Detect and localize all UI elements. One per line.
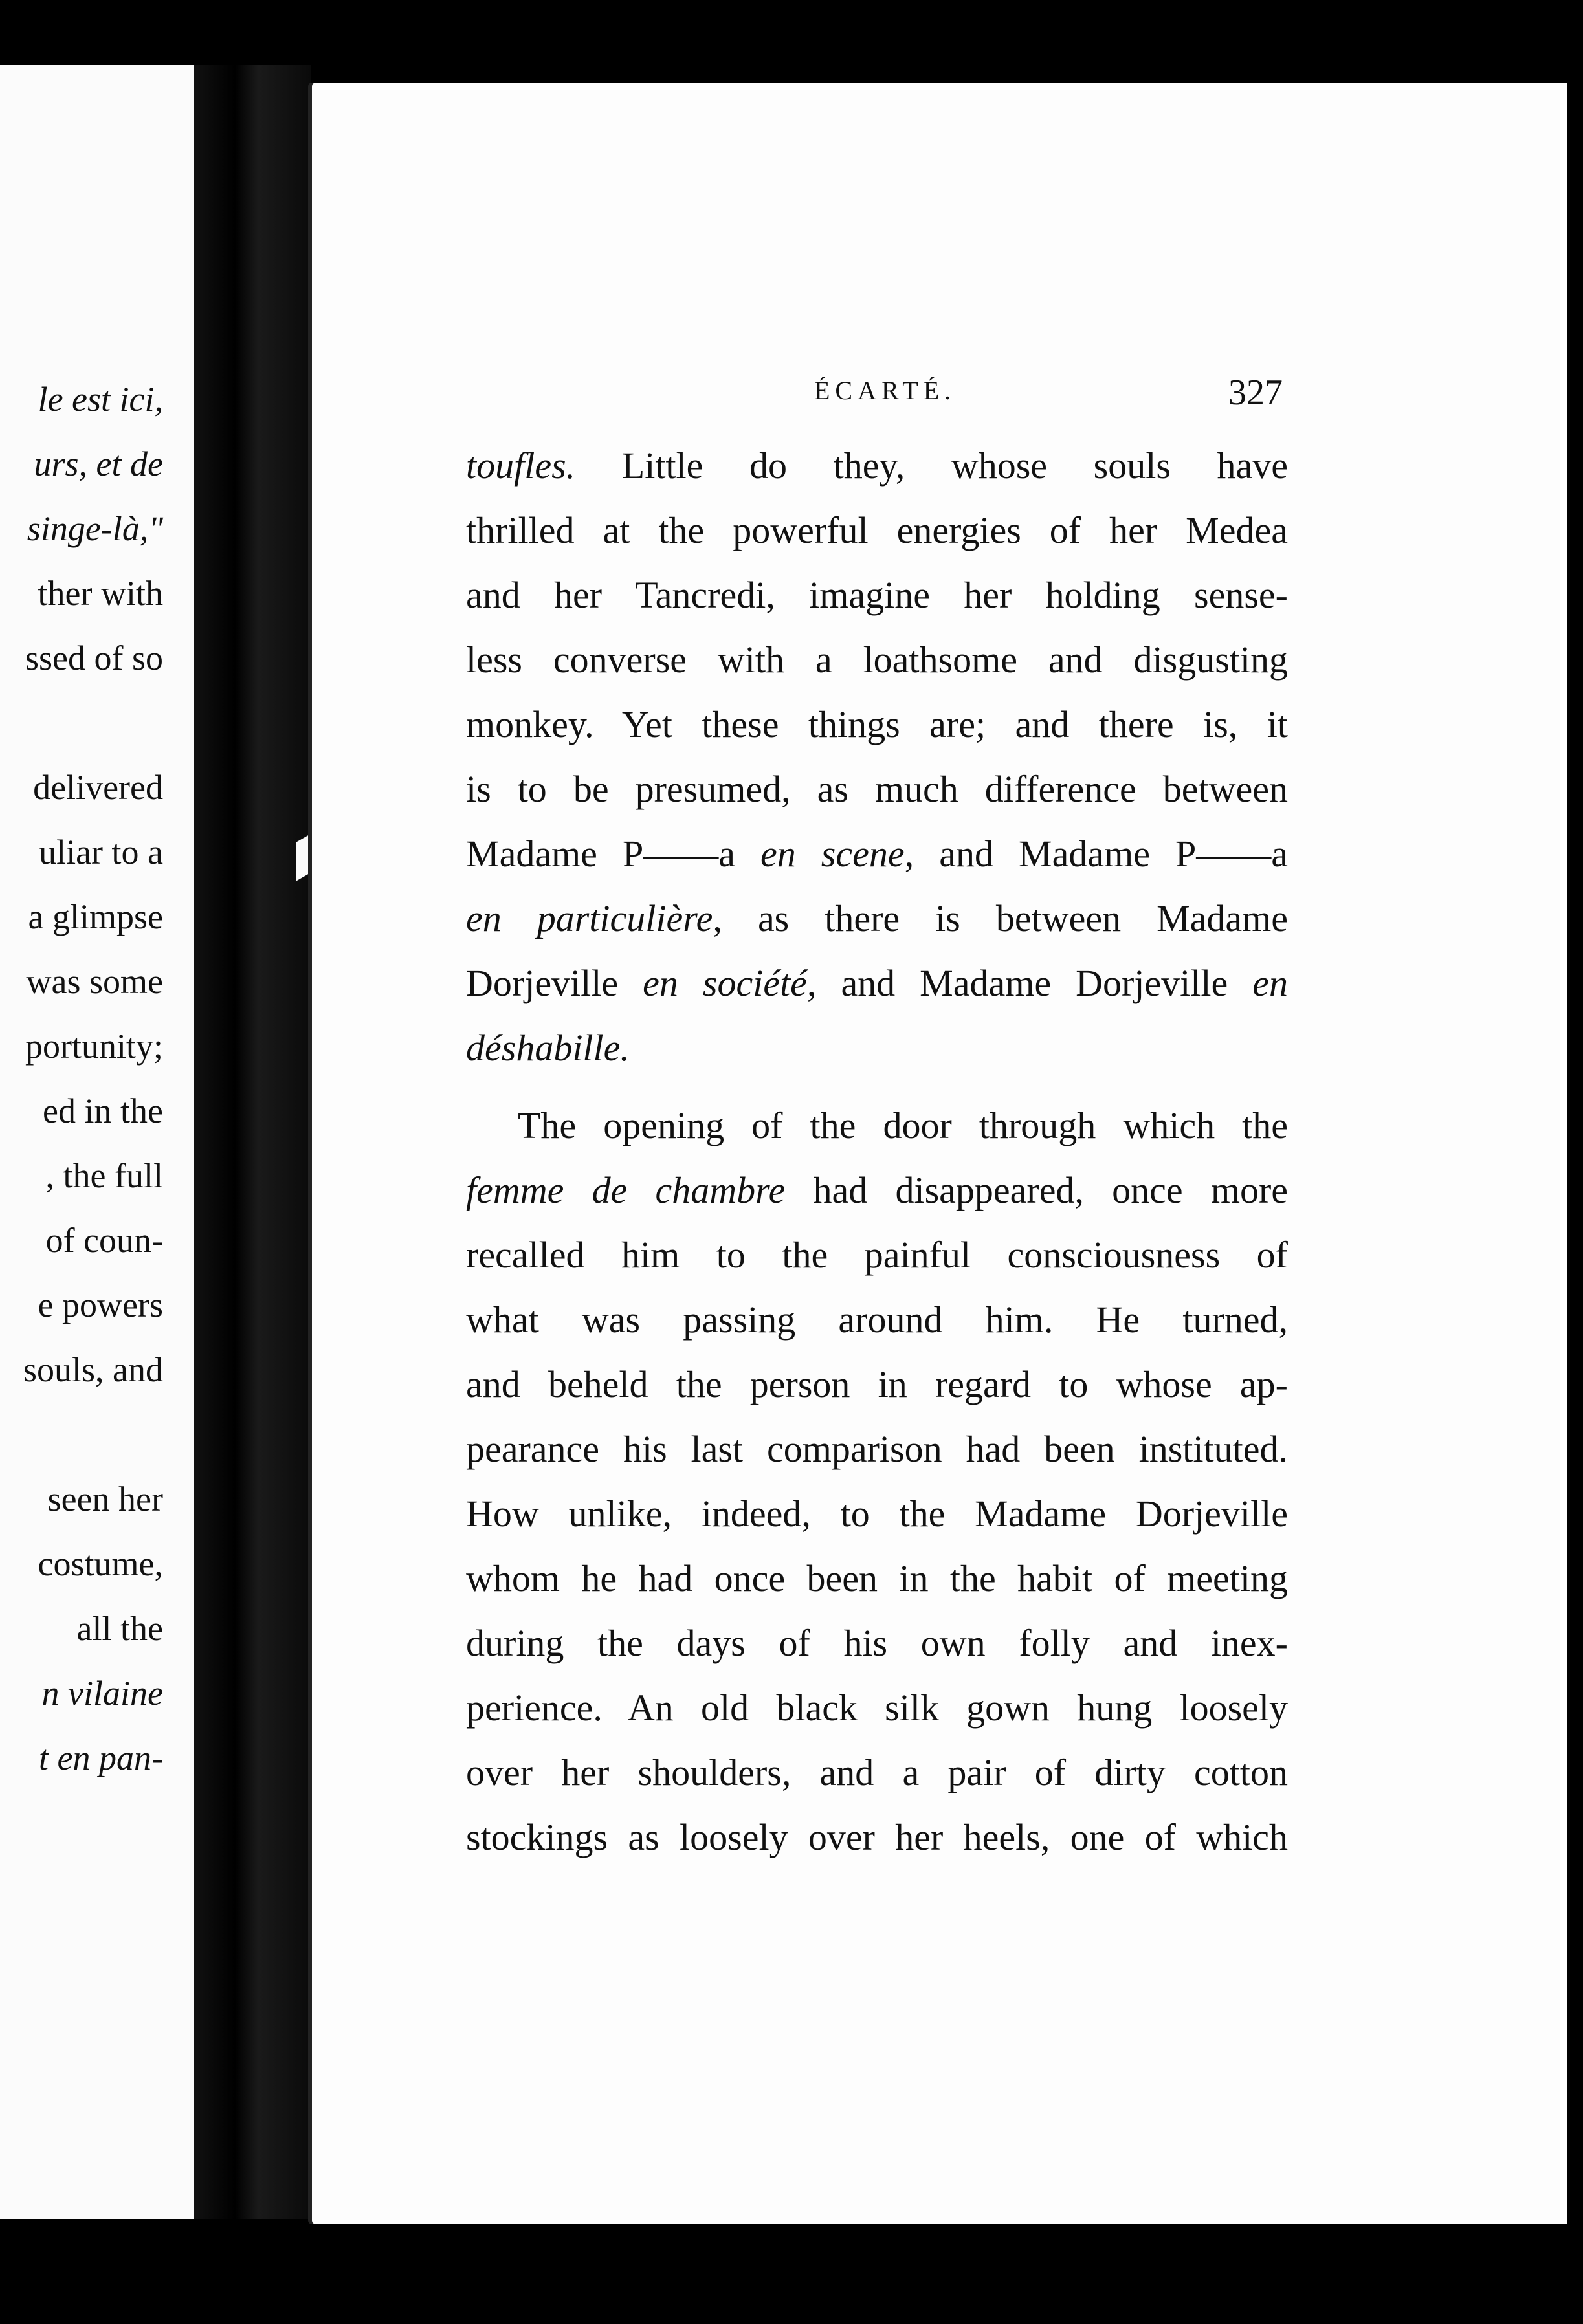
text-run: , as there is between Madame bbox=[713, 897, 1289, 939]
text-line bbox=[466, 1165, 1288, 1216]
facing-page-line: t en pan- bbox=[39, 1738, 163, 1777]
text-run: is to be presumed, as much difference between bbox=[466, 768, 1288, 810]
text-run: less converse with a loathsome and disgusting bbox=[466, 639, 1288, 681]
text-line bbox=[466, 1359, 1288, 1410]
text-run: whom he had once been in the habit of meeting bbox=[466, 1557, 1288, 1599]
text-line bbox=[466, 1747, 1288, 1799]
text-line bbox=[466, 699, 1288, 751]
text-line bbox=[466, 1488, 1288, 1540]
facing-page-line: costume, bbox=[38, 1544, 163, 1583]
facing-page-line: souls, and bbox=[23, 1350, 163, 1389]
text-line bbox=[466, 1617, 1288, 1669]
text-run: How unlike, indeed, to the Madame Dorjeville bbox=[466, 1493, 1288, 1535]
text-line bbox=[466, 569, 1288, 621]
text-line bbox=[466, 763, 1288, 815]
text-line bbox=[466, 1423, 1288, 1475]
italic-phrase: en société bbox=[643, 962, 807, 1004]
facing-page-line: ther with bbox=[38, 574, 163, 613]
facing-page-line: seen her bbox=[47, 1480, 163, 1518]
text-run: over her shoulders, and a pair of dirty cotton bbox=[466, 1751, 1288, 1793]
text-line bbox=[466, 828, 1288, 880]
text-run: , and Madame P——a bbox=[904, 833, 1288, 875]
text-line bbox=[466, 505, 1288, 556]
text-run: pearance his last comparison had been instituted. bbox=[466, 1428, 1288, 1470]
scan-border bbox=[0, 2226, 1583, 2324]
facing-page-line: uliar to a bbox=[39, 833, 163, 872]
text-line bbox=[466, 1682, 1288, 1734]
text-run: Madame P——a bbox=[466, 833, 761, 875]
facing-page-left bbox=[0, 65, 194, 2219]
facing-page-line: portunity; bbox=[25, 1027, 163, 1066]
text-run: Dorjeville bbox=[466, 962, 643, 1004]
text-line bbox=[466, 1294, 1288, 1346]
facing-page-line: ed in the bbox=[43, 1091, 163, 1130]
text-run: perience. An old black silk gown hung loosely bbox=[466, 1687, 1288, 1729]
italic-phrase: en bbox=[1252, 962, 1288, 1004]
facing-page-line: n vilaine bbox=[41, 1674, 163, 1713]
text-run: stockings as loosely over her heels, one of which bbox=[466, 1816, 1288, 1858]
text-run: what was passing around him. He turned, bbox=[466, 1299, 1288, 1341]
facing-page-line: le est ici, bbox=[38, 380, 163, 419]
facing-page-line: , the full bbox=[45, 1156, 163, 1195]
text-line bbox=[466, 440, 1288, 492]
text-run: and her Tancredi, imagine her holding sense- bbox=[466, 574, 1288, 616]
facing-page-line: ssed of so bbox=[25, 639, 163, 677]
facing-page-line: e powers bbox=[38, 1286, 163, 1324]
italic-phrase: déshabille. bbox=[466, 1027, 630, 1069]
italic-phrase: en particulière bbox=[466, 897, 713, 939]
facing-page-line: all the bbox=[76, 1609, 163, 1648]
text-line bbox=[466, 1100, 1288, 1152]
text-run: monkey. Yet these things are; and there is, it bbox=[466, 703, 1288, 745]
text-run: recalled him to the painful consciousness of bbox=[466, 1234, 1288, 1276]
text-line bbox=[466, 634, 1288, 686]
italic-phrase: toufles. bbox=[466, 444, 576, 487]
text-line bbox=[466, 1229, 1288, 1281]
text-line bbox=[466, 958, 1288, 1009]
text-line bbox=[466, 893, 1288, 945]
text-run: Little do they, whose souls have bbox=[575, 444, 1288, 487]
text-run: The opening of the door through which the bbox=[518, 1104, 1288, 1146]
text-run: thrilled at the powerful energies of her Medea bbox=[466, 509, 1288, 551]
book-gutter bbox=[194, 65, 311, 2219]
page-number: 327 bbox=[1228, 373, 1283, 413]
facing-page-line: singe-là," bbox=[27, 509, 163, 548]
facing-page-line: was some bbox=[26, 962, 163, 1001]
facing-page-line: a glimpse bbox=[28, 897, 163, 936]
text-run: during the days of his own folly and inex- bbox=[466, 1622, 1288, 1664]
running-head: ÉCARTÉ. bbox=[814, 376, 957, 405]
facing-page-line: of coun- bbox=[45, 1221, 163, 1260]
text-line bbox=[466, 1022, 1288, 1074]
facing-page-line: delivered bbox=[33, 768, 163, 807]
italic-phrase: femme de chambre bbox=[466, 1169, 786, 1211]
text-line bbox=[466, 1812, 1288, 1863]
text-run: and beheld the person in regard to whose ap- bbox=[466, 1363, 1288, 1405]
text-run: , and Madame Dorjeville bbox=[806, 962, 1253, 1004]
facing-page-line: urs, et de bbox=[34, 444, 163, 483]
text-line bbox=[466, 1553, 1288, 1605]
text-run: had disappeared, once more bbox=[785, 1169, 1288, 1211]
italic-phrase: en scene bbox=[760, 833, 905, 875]
